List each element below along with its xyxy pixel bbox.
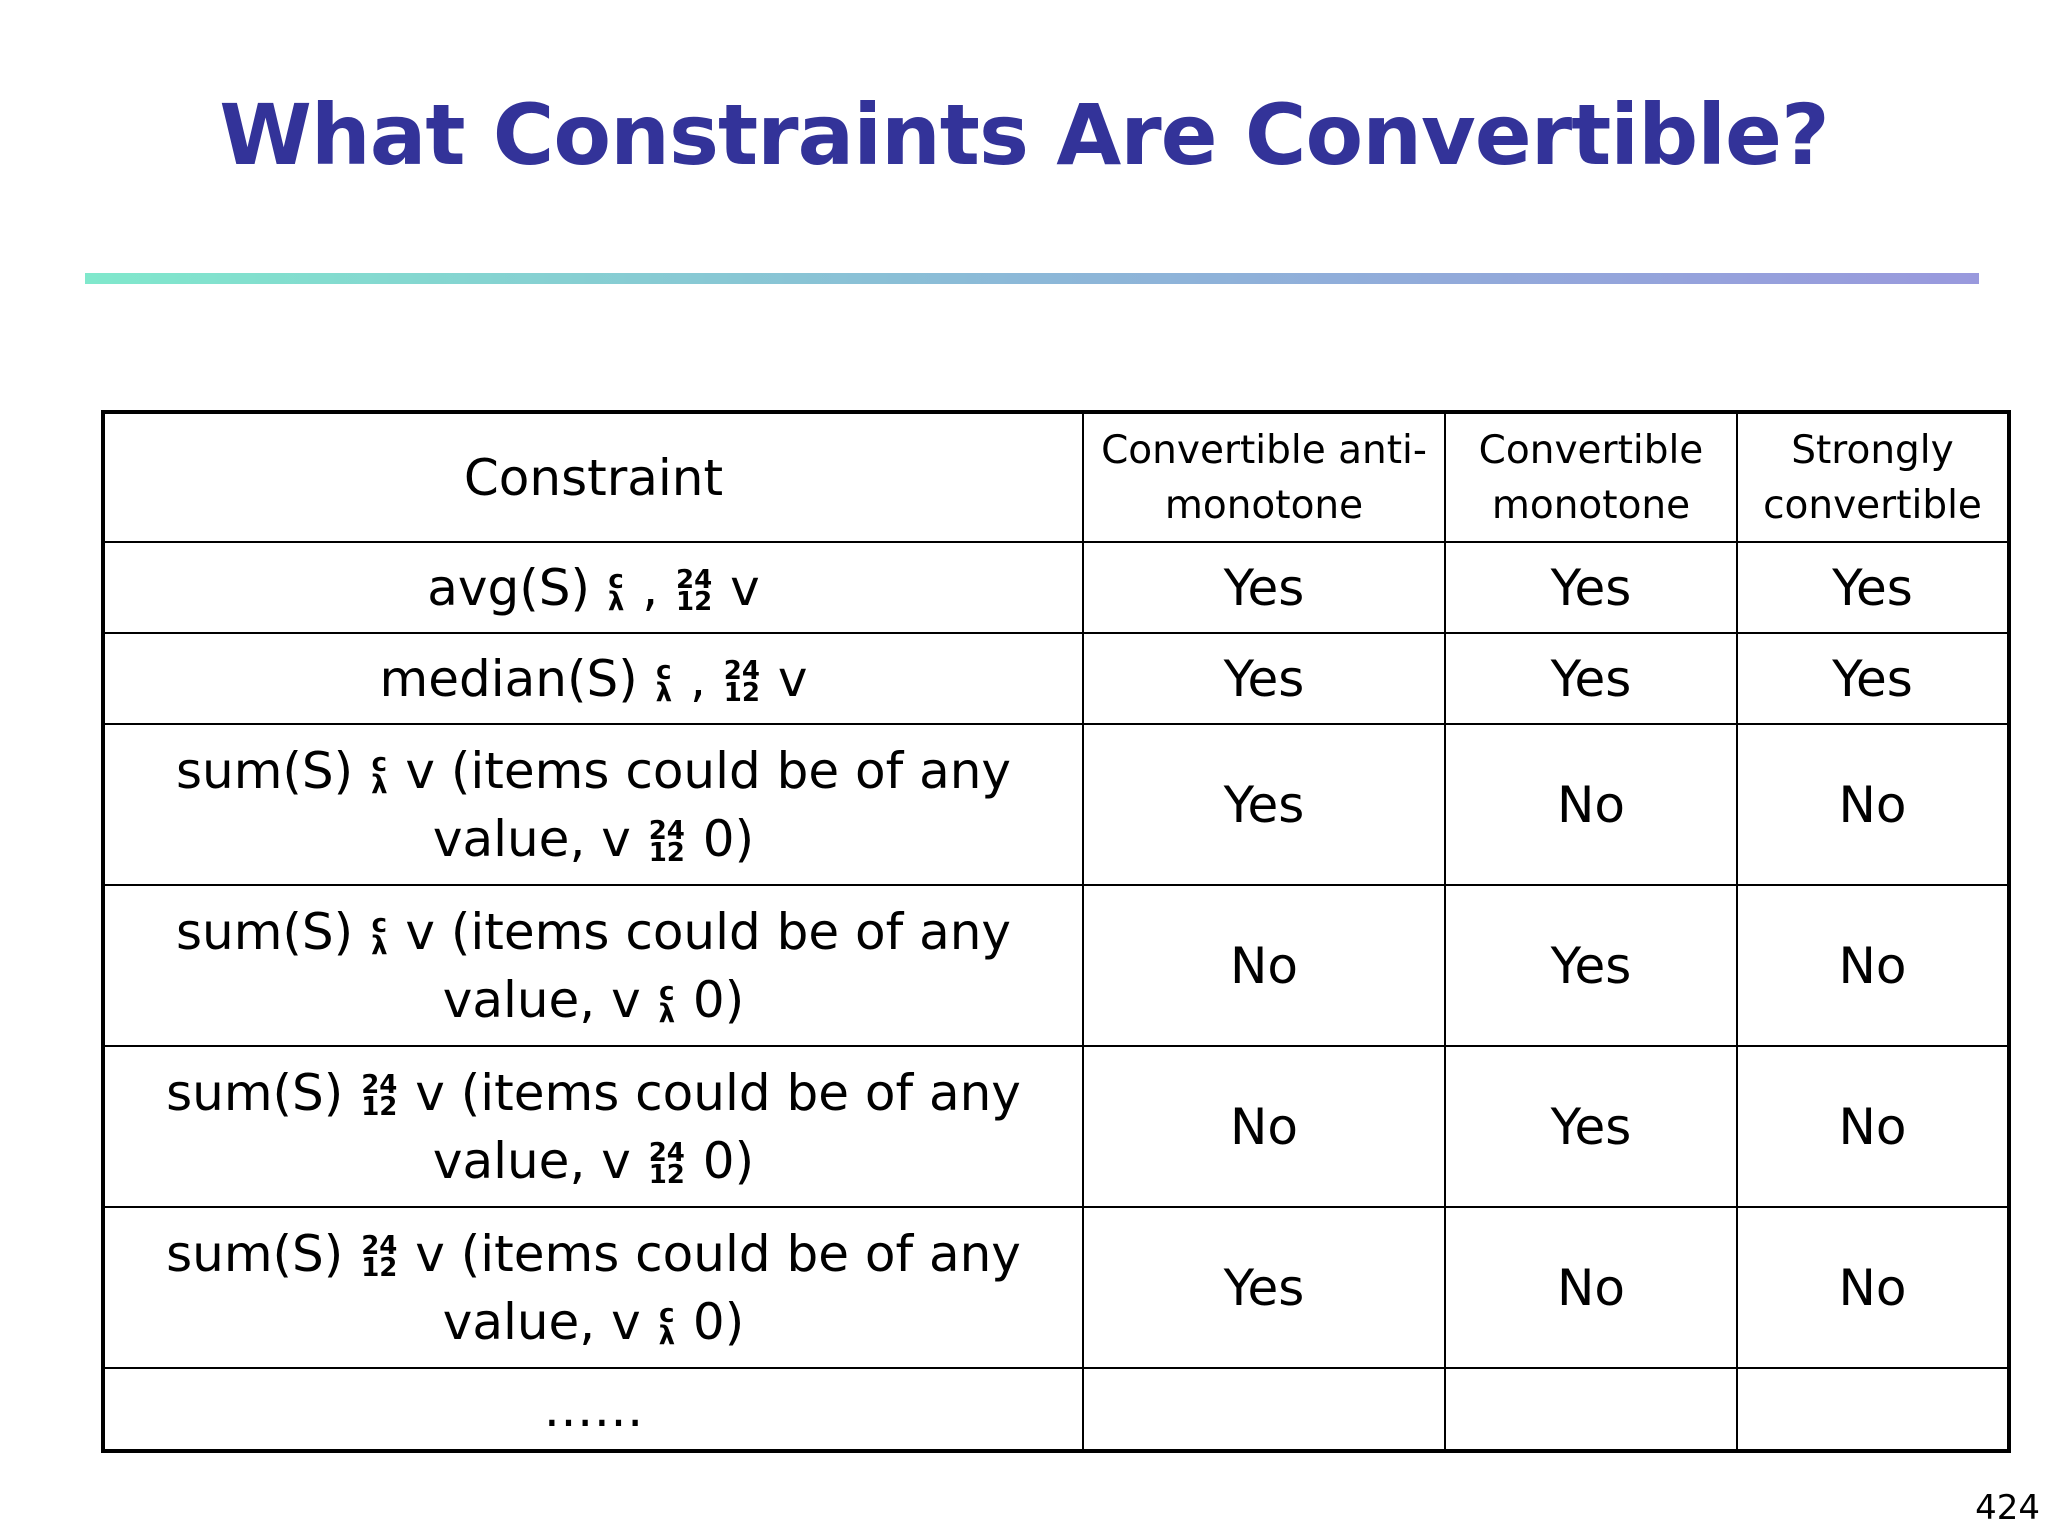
cell-strongly [1737,1368,2009,1451]
le-glyph: c λ [371,909,388,961]
ge-glyph: 24 12 [361,1231,398,1283]
constraint-line: value, v c λ 0) [442,970,745,1029]
header-line: monotone [1491,482,1691,528]
constraint-line: sum(S) c λ v (items could be of any [175,741,1012,800]
constraint-text: avg(S) c λ , 24 12 v [427,558,760,617]
constraint-cell-ellipsis: …… [103,1368,1083,1451]
constraint-cell [103,1046,1083,1207]
cell-strongly: No [1737,1046,2009,1207]
table-row [103,1207,2009,1368]
constraint-line: sum(S) c λ v (items could be of any [175,902,1012,961]
table-row [103,542,2009,633]
cell-monotone [1445,1368,1737,1451]
cell-anti-monotone: Yes [1083,724,1445,885]
constraint-cell [103,1207,1083,1368]
constraint-text: median(S) c λ , 24 12 v [379,649,808,708]
constraint-line: value, v 24 12 0) [432,809,755,868]
constraints-table [101,410,2011,1453]
cell-anti-monotone: Yes [1083,633,1445,724]
cell-monotone: No [1445,1207,1737,1368]
cell-strongly: Yes [1737,633,2009,724]
cell-monotone: Yes [1445,633,1737,724]
title-divider [85,273,1979,284]
cell-strongly: No [1737,885,2009,1046]
constraint-line: sum(S) 24 12 v (items could be of any [166,1063,1021,1122]
table-header-row [103,412,2009,542]
cell-monotone: Yes [1445,885,1737,1046]
constraint-cell [103,885,1083,1046]
constraint-cell [103,724,1083,885]
cell-anti-monotone: No [1083,885,1445,1046]
header-line: monotone [1164,482,1364,528]
table-row [103,885,2009,1046]
header-line: Strongly [1791,427,1954,473]
cell-strongly: No [1737,724,2009,885]
constraint-line: value, v 24 12 0) [432,1131,755,1190]
cell-monotone: Yes [1445,1046,1737,1207]
cell-anti-monotone [1083,1368,1445,1451]
ge-glyph: 24 12 [648,1138,685,1190]
le-glyph: c λ [655,656,673,708]
header-line: convertible [1763,482,1982,528]
le-glyph: c λ [658,977,676,1029]
constraint-cell [103,542,1083,633]
header-line: Convertible anti- [1101,427,1427,473]
table-row [103,1046,2009,1207]
cell-anti-monotone: Yes [1083,1207,1445,1368]
page-number: 424 [1975,1488,2040,1528]
table-row [103,633,2009,724]
cell-monotone: No [1445,724,1737,885]
ge-glyph: 24 12 [676,565,713,617]
ge-glyph: 24 12 [648,816,685,868]
header-convertible-monotone [1445,412,1737,542]
header-convertible-anti-monotone [1083,412,1445,542]
constraint-line: value, v c λ 0) [442,1292,745,1351]
header-strongly-convertible [1737,412,2009,542]
constraint-cell [103,633,1083,724]
cell-anti-monotone: No [1083,1046,1445,1207]
table-row [103,1368,2009,1451]
table-row [103,724,2009,885]
le-glyph: c λ [607,565,625,617]
le-glyph: c λ [371,748,388,800]
header-constraint: Constraint [103,412,1083,542]
le-glyph: c λ [658,1299,676,1351]
ge-glyph: 24 12 [361,1070,398,1122]
ge-glyph: 24 12 [723,656,760,708]
cell-monotone: Yes [1445,542,1737,633]
slide-title: What Constraints Are Convertible? [219,86,1829,184]
cell-strongly: Yes [1737,542,2009,633]
constraint-line: sum(S) 24 12 v (items could be of any [166,1224,1021,1283]
header-line: Convertible [1478,427,1704,473]
cell-anti-monotone: Yes [1083,542,1445,633]
cell-strongly: No [1737,1207,2009,1368]
